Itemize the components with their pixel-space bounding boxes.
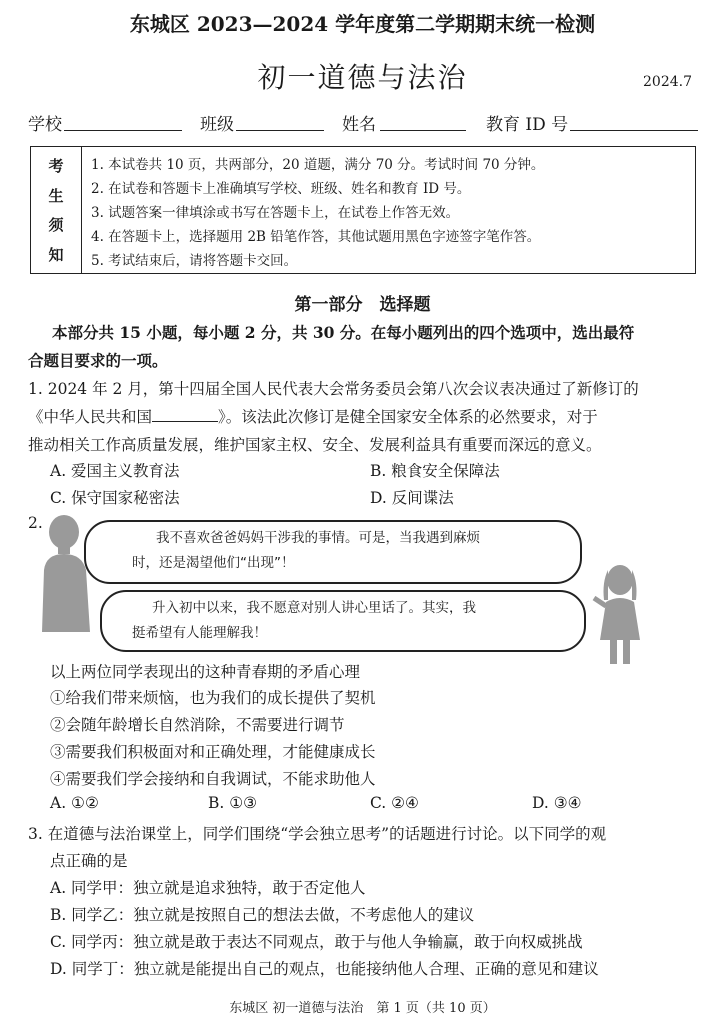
school-label: 学校 (28, 115, 62, 135)
q1-stem: 推动相关工作高质量发展，维护国家主权、安全、发展利益具有重要而深远的意义。 (28, 436, 602, 454)
q1-option-c: C. 保守国家秘密法 (50, 489, 180, 507)
q1-option-d: D. 反间谍法 (370, 489, 454, 507)
q1-stem (28, 405, 598, 427)
bubble1-line: 我不喜欢爸爸妈妈干涉我的事情。可是，当我遇到麻烦 (156, 530, 480, 546)
q1-blank (152, 407, 218, 422)
q2-statement: ①给我们带来烦恼，也为我们的成长提供了契机 (50, 689, 376, 707)
school-field-line (64, 130, 182, 131)
q3-stem: 点正确的是 (50, 852, 128, 870)
notice-heading-char: 须 (48, 216, 64, 235)
notice-item: 5. 考试结束后，请将答题卡交回。 (91, 253, 298, 269)
notice-item: 3. 试题答案一律填涂或书写在答题卡上，在试卷上作答无效。 (91, 205, 460, 221)
exam-date: 2024.7 (643, 74, 692, 90)
q2-option-a: A. ①② (50, 794, 99, 812)
page-footer: 东城区 初一道德与法治 第 1 页（共 10 页） (229, 1001, 496, 1016)
q2-option-d: D. ③④ (532, 794, 582, 812)
notice-item: 4. 在答题卡上，选择题用 2B 铅笔作答，其他试题用黑色字迹签字笔作答。 (91, 229, 541, 245)
q3-stem: 3. 在道德与法治课堂上，同学们围绕“学会独立思考”的话题进行讨论。以下同学的观 (28, 825, 607, 843)
subject-title: 初一道德与法治 (257, 61, 468, 94)
q3-option-c: C. 同学丙：独立就是敢于表达不同观点，敢于与他人争输赢，敢于向权威挑战 (50, 933, 583, 951)
id-field-line (570, 130, 698, 131)
q1-option-b: B. 粮食安全保障法 (370, 462, 500, 480)
notice-item: 1. 本试卷共 10 页，共两部分，20 道题，满分 70 分。考试时间 70 分钟。 (91, 157, 545, 173)
id-label: 教育 ID 号 (486, 115, 569, 135)
class-field-line (236, 130, 324, 131)
q3-option-a: A. 同学甲：独立就是追求独特，敢于否定他人 (50, 879, 366, 897)
q2-statement: ④需要我们学会接纳和自我调试，不能求助他人 (50, 770, 376, 788)
section-title: 第一部分 选择题 (294, 295, 431, 315)
notice-heading-char: 知 (48, 245, 64, 264)
bubble2-line: 升入初中以来，我不愿意对别人讲心里话了。其实，我 (152, 600, 476, 616)
bubble1-line: 时，还是渴望他们“出现”！ (132, 555, 295, 571)
notice-heading-char: 考 (48, 157, 64, 176)
q2-statement: ②会随年龄增长自然消除，不需要进行调节 (50, 716, 345, 734)
q3-option-b: B. 同学乙：独立就是按照自己的想法去做，不考虑他人的建议 (50, 906, 475, 924)
student-info-row (28, 110, 700, 138)
q1-stem-post: 》。该法此次修订是健全国家安全体系的必然要求，对于 (218, 408, 598, 426)
speech-bubble-2 (100, 590, 586, 652)
q2-option-c: C. ②④ (370, 794, 419, 812)
q2-stem: 以上两位同学表现出的这种青春期的矛盾心理 (50, 663, 361, 681)
exam-title: 东城区 2023—2024 学年度第二学期期末统一检测 (129, 12, 596, 36)
q3-option-d: D. 同学丁：独立就是能提出自己的观点，也能接纳他人合理、正确的意见和建议 (50, 960, 599, 978)
notice-heading-char: 生 (48, 186, 64, 205)
girl-silhouette-image (592, 560, 650, 664)
q1-stem-pre: 《中华人民共和国 (28, 408, 153, 426)
q2-number: 2. (28, 514, 43, 532)
name-label: 姓名 (342, 115, 376, 135)
q1-option-a: A. 爱国主义教育法 (50, 462, 180, 480)
section-instruction: 本部分共 15 小题，每小题 2 分，共 30 分。在每小题列出的四个选项中，选出最符 (52, 323, 635, 342)
notice-heading (31, 147, 82, 273)
class-label: 班级 (200, 115, 234, 135)
exam-notice-box (30, 146, 696, 274)
bubble2-line: 挺希望有人能理解我！ (132, 625, 267, 641)
q2-statement: ③需要我们积极面对和正确处理，才能健康成长 (50, 743, 376, 761)
q1-stem: 1. 2024 年 2 月，第十四届全国人民代表大会常务委员会第八次会议表决通过了新修订的 (28, 380, 639, 398)
q2-option-b: B. ①③ (208, 794, 258, 812)
notice-item: 2. 在试卷和答题卡上准确填写学校、班级、姓名和教育 ID 号。 (91, 181, 471, 197)
speech-bubble-1 (84, 520, 582, 584)
name-field-line (380, 130, 466, 131)
section-instruction: 合题目要求的一项。 (28, 351, 168, 370)
